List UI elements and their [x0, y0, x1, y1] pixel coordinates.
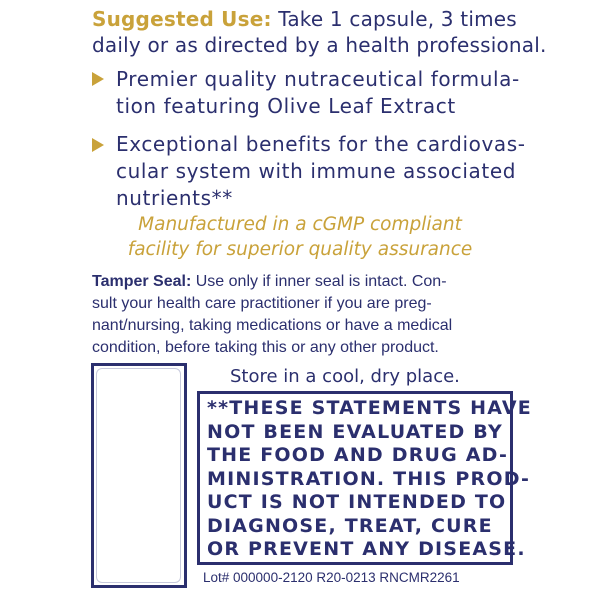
bullet-2-line-3: nutrients** — [116, 186, 233, 210]
fda-line-1: **THESE STATEMENTS HAVE — [207, 397, 532, 419]
manufactured-line-1: Manufactured in a cGMP compliant — [138, 214, 462, 235]
tamper-text-1: Use only if inner seal is intact. Con- — [191, 273, 447, 290]
tamper-line-3: nant/nursing, taking medications or have a medical — [92, 317, 453, 334]
bullet-2-line-1: Exceptional benefits for the cardiovas- — [116, 132, 526, 156]
blank-label-inner — [96, 368, 181, 583]
suggested-use-text-1: Take 1 capsule, 3 times — [271, 7, 517, 31]
suggested-use — [92, 6, 547, 58]
storage-instructions: Store in a cool, dry place. — [230, 366, 460, 387]
fda-line-3: THE FOOD AND DRUG AD- — [207, 444, 509, 466]
bullet-1-line-1: Premier quality nutraceutical formula- — [116, 67, 520, 91]
bullet-arrow-icon — [92, 138, 104, 152]
tamper-line-1 — [92, 271, 447, 292]
fda-line-2: NOT BEEN EVALUATED BY — [207, 420, 503, 443]
suggested-use-label: Suggested Use: — [92, 7, 272, 31]
fda-line-7: OR PREVENT ANY DISEASE. — [207, 538, 526, 560]
tamper-label: Tamper Seal: — [92, 273, 192, 290]
suggested-use-text-2: daily or as directed by a health professional. — [92, 33, 547, 57]
tamper-line-4: condition, before taking this or any other product. — [92, 339, 439, 356]
lot-number: Lot# 000000-2120 R20-0213 RNCMR2261 — [203, 570, 460, 585]
bullet-arrow-icon — [92, 72, 104, 86]
fda-line-5: UCT IS NOT INTENDED TO — [207, 491, 507, 513]
fda-line-6: DIAGNOSE, TREAT, CURE — [207, 514, 493, 537]
fda-line-4: MINISTRATION. THIS PROD- — [207, 467, 531, 490]
tamper-line-2: sult your health care practitioner if you are preg- — [92, 295, 432, 312]
bullet-2-line-2: cular system with immune associated — [116, 159, 517, 183]
bullet-1-line-2: tion featuring Olive Leaf Extract — [116, 94, 456, 118]
manufactured-line-2: facility for superior quality assurance — [127, 239, 473, 260]
